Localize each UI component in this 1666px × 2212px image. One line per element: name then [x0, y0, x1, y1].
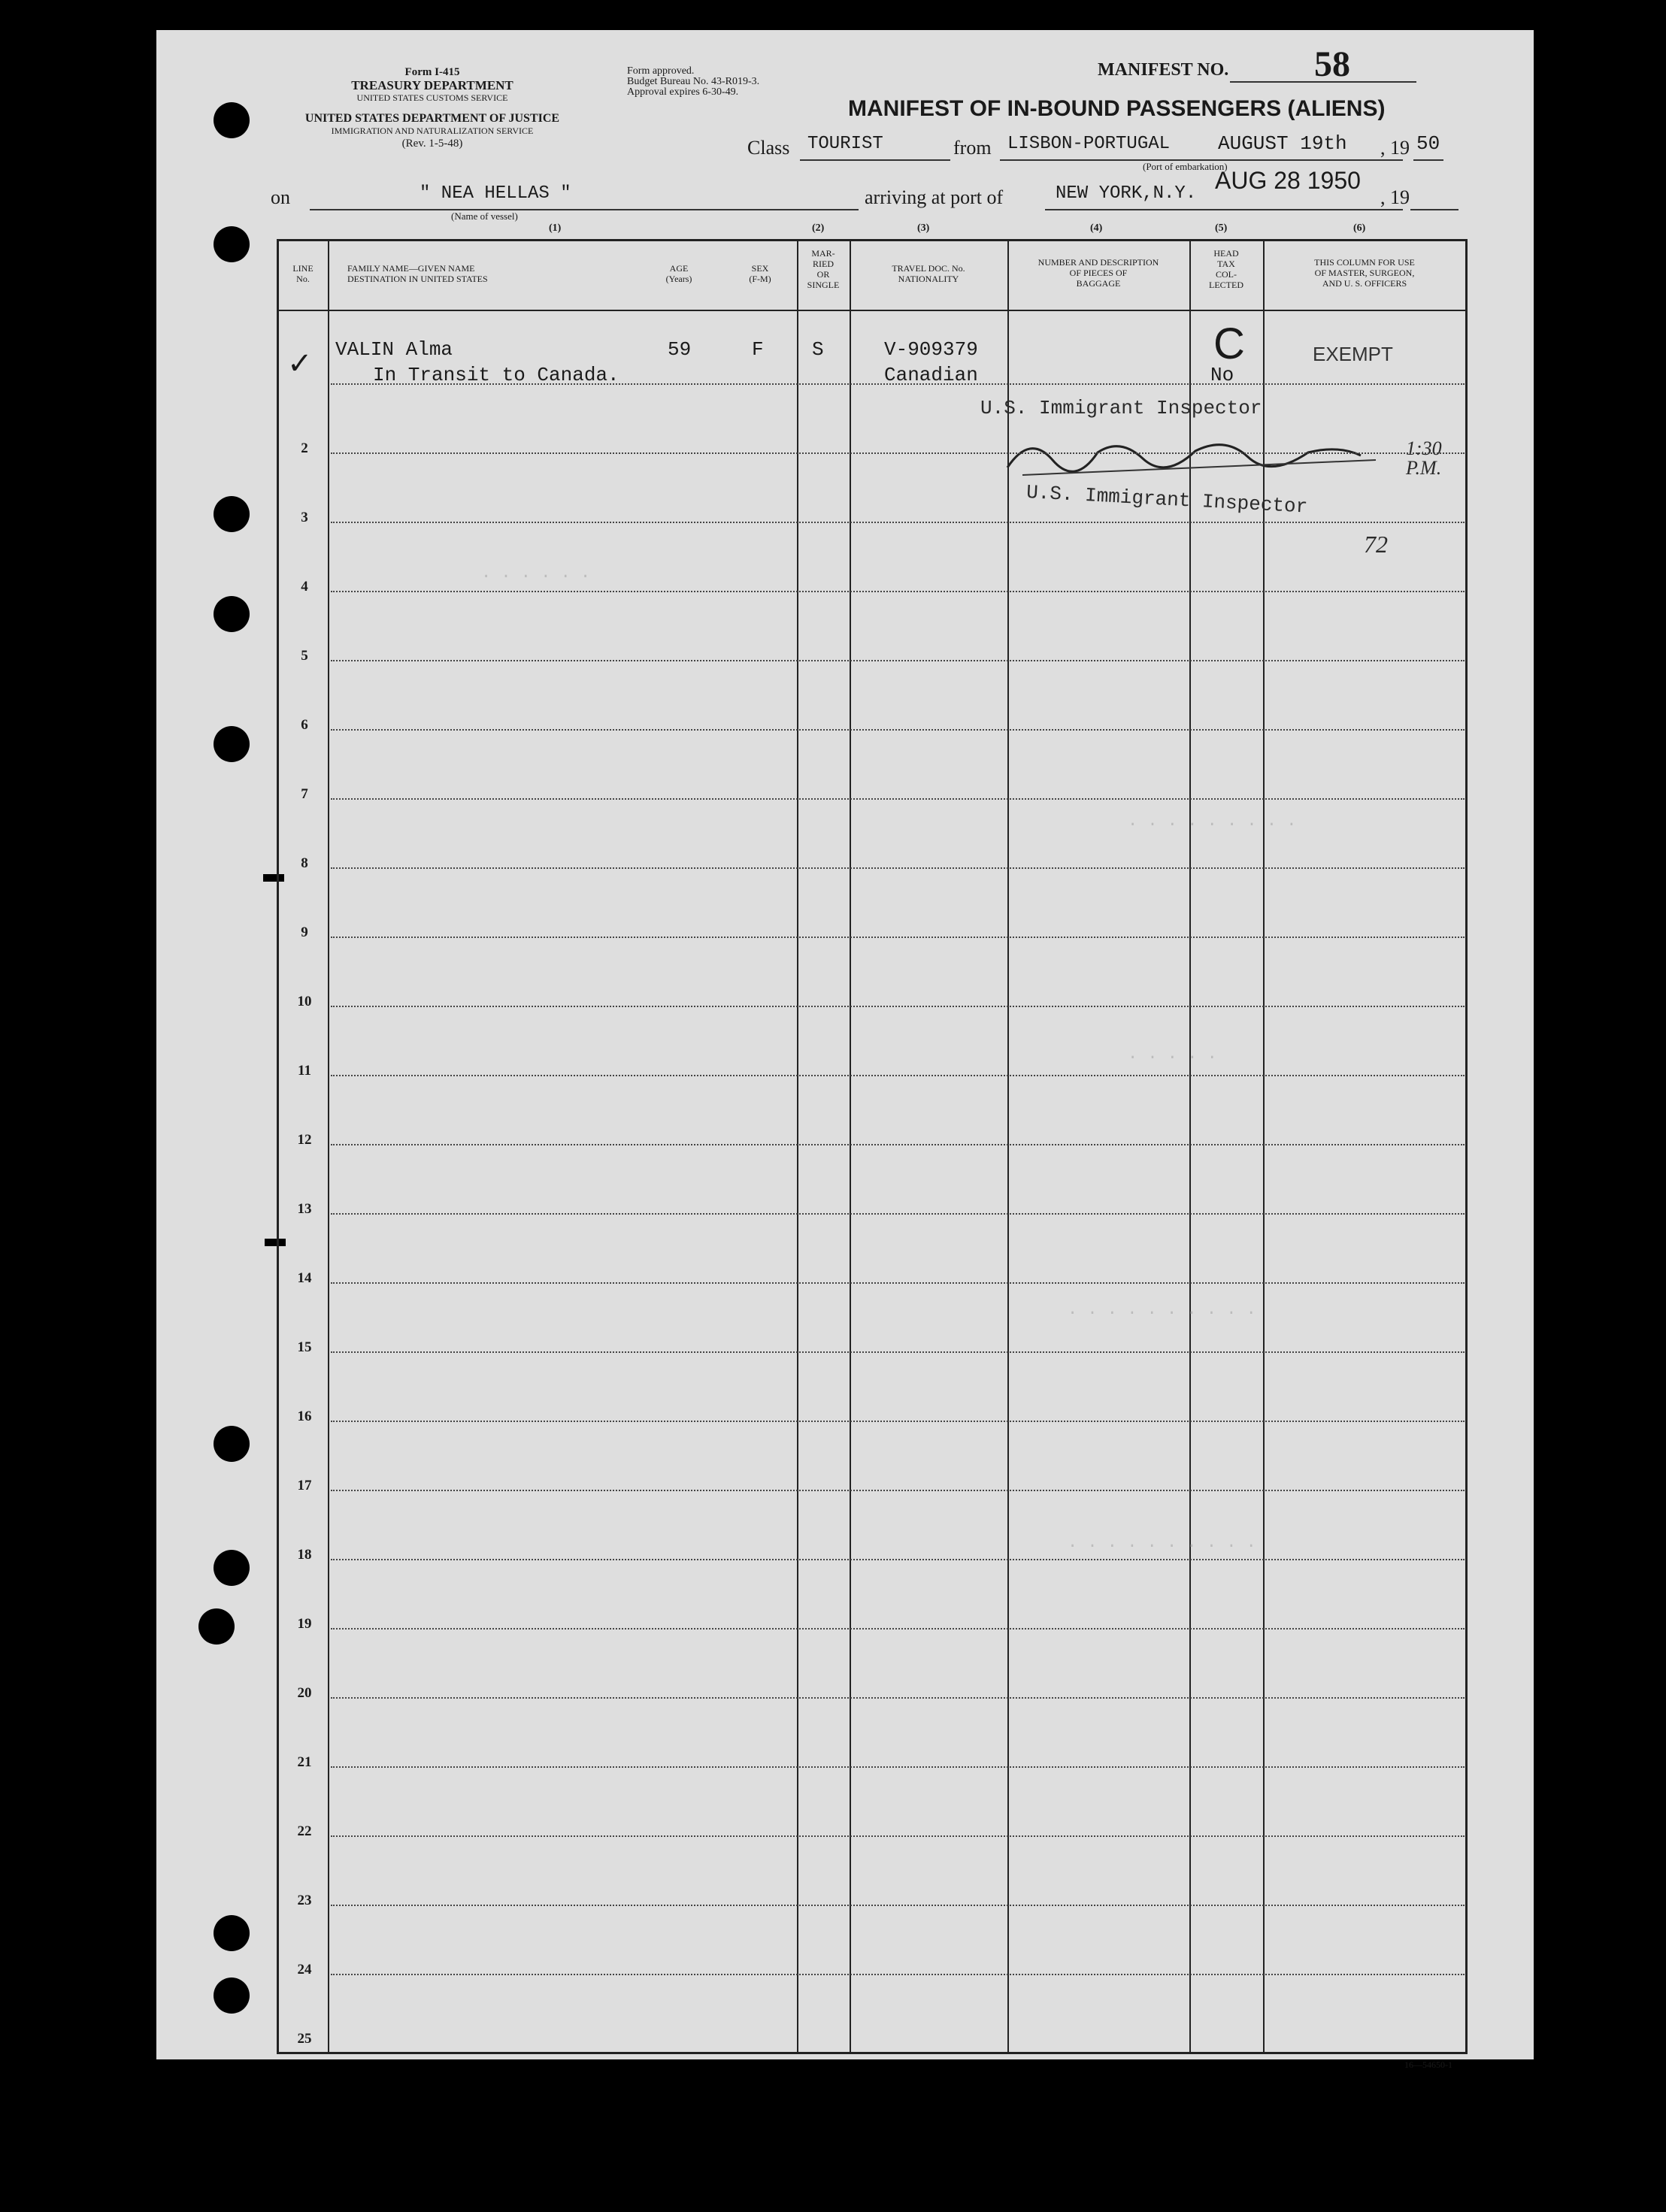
column-number: (2) — [812, 222, 825, 234]
row-number: 16 — [297, 1409, 312, 1424]
table-row-rule — [331, 1282, 1465, 1284]
row-number: 10 — [297, 994, 312, 1009]
entry-checkmark: ✓ — [287, 346, 313, 380]
row-number: 13 — [297, 1201, 312, 1217]
customs-service: UNITED STATES CUSTOMS SERVICE — [356, 92, 508, 103]
table-row-rule — [331, 1835, 1465, 1837]
row-number: 17 — [297, 1478, 312, 1493]
header-bottom-rule — [278, 310, 1466, 311]
port-caption: (Port of embarkation) — [1143, 161, 1228, 172]
row-number: 25 — [297, 2031, 312, 2047]
col-header-officers: THIS COLUMN FOR USE OF MASTER, SURGEON, AND U. S. OFFICERS — [1314, 257, 1415, 289]
arrival-year-prefix: , 19 — [1380, 186, 1410, 208]
binder-hole — [214, 102, 250, 138]
manifest-number: 58 — [1314, 44, 1350, 84]
inspector-signature — [1000, 430, 1406, 483]
manifest-title: MANIFEST OF IN-BOUND PASSENGERS (ALIENS) — [848, 96, 1386, 121]
form-number: Form I-415 — [404, 66, 460, 78]
table-row-rule — [331, 937, 1465, 938]
passenger-age: 59 — [668, 338, 692, 361]
bleed-through-text: . . . . . . . . . — [1128, 812, 1297, 831]
row-number: 20 — [297, 1685, 312, 1701]
vessel-name: " NEA HELLAS " — [420, 183, 571, 204]
table-row-rule — [331, 1559, 1465, 1560]
column-number: (4) — [1090, 222, 1103, 234]
arrival-year-line — [1410, 209, 1459, 210]
class-label: Class — [747, 137, 790, 159]
col-header-head-tax: HEAD TAX COL- LECTED — [1209, 248, 1243, 290]
passenger-marital-status: S — [812, 338, 824, 361]
column-divider — [797, 239, 798, 2054]
table-row-rule — [331, 798, 1465, 800]
approval-line: Budget Bureau No. 43-R019-3. — [627, 76, 760, 87]
binder-hole — [214, 1550, 250, 1586]
table-row-rule — [331, 1490, 1465, 1491]
class-line — [800, 159, 950, 161]
table-row-rule — [331, 522, 1465, 523]
table-row-rule — [331, 591, 1465, 592]
col-header-married: MAR- RIED OR SINGLE — [807, 248, 840, 290]
row-number: 11 — [298, 1063, 311, 1079]
bleed-through-text: . . . . . — [1128, 1045, 1217, 1064]
row-number: 4 — [301, 579, 308, 595]
binder-hole — [214, 1426, 250, 1462]
col-header-travel-doc: TRAVEL DOC. No. NATIONALITY — [892, 263, 965, 284]
row-number: 21 — [297, 1754, 312, 1770]
arriving-label: arriving at port of — [865, 186, 1004, 208]
table-row-rule — [331, 729, 1465, 731]
approval-block — [627, 66, 759, 98]
from-label: from — [953, 137, 992, 159]
passenger-destination: In Transit to Canada. — [373, 364, 619, 386]
table-row-rule — [331, 1213, 1465, 1215]
row-number: 22 — [297, 1823, 312, 1839]
manifest-no-label: MANIFEST NO. — [1098, 60, 1229, 80]
nationality: Canadian — [884, 364, 978, 386]
table-row-rule — [331, 452, 1465, 454]
head-tax-value: No — [1210, 364, 1234, 386]
table-row-rule — [331, 1766, 1465, 1768]
year-line — [1413, 159, 1443, 161]
departure-date: AUGUST 19th — [1218, 132, 1347, 155]
head-tax-mark: C — [1213, 319, 1245, 368]
form-header-left — [271, 66, 594, 150]
count-note: 72 — [1364, 531, 1388, 558]
column-divider — [850, 239, 851, 2054]
port-line — [1045, 209, 1403, 210]
column-number: (1) — [549, 222, 562, 234]
from-value: LISBON-PORTUGAL — [1007, 134, 1171, 154]
bleed-through-text: . . . . . . . . . . — [1068, 1533, 1256, 1552]
bleed-through-text: . . . . . . — [481, 564, 591, 583]
approval-line: Approval expires 6-30-49. — [627, 86, 739, 98]
vessel-line — [310, 209, 859, 210]
port-of-arrival: NEW YORK,N.Y. — [1056, 183, 1197, 204]
table-row-rule — [331, 1974, 1465, 1975]
on-label: on — [271, 186, 290, 208]
col-header-name: FAMILY NAME—GIVEN NAME DESTINATION IN UNITED STATES — [347, 263, 488, 284]
binder-hole — [214, 1977, 250, 2014]
arrival-date-stamp: AUG 28 1950 — [1215, 167, 1361, 194]
row-number: 19 — [297, 1616, 312, 1632]
row-number: 8 — [301, 855, 308, 871]
justice-dept: UNITED STATES DEPARTMENT OF JUSTICE — [304, 112, 560, 125]
table-row-rule — [331, 660, 1465, 661]
travel-doc-number: V-909379 — [884, 338, 978, 361]
column-number: (6) — [1353, 222, 1366, 234]
binder-hole — [198, 1608, 235, 1645]
row-number: 24 — [297, 1962, 312, 1977]
row-number: 14 — [297, 1270, 312, 1286]
col-header-age: AGE (Years) — [665, 263, 692, 284]
time-note: 1:30 P.M. — [1406, 437, 1442, 479]
approval-line: Form approved. — [627, 65, 695, 77]
table-row-rule — [331, 1697, 1465, 1699]
table-row-rule — [331, 1075, 1465, 1076]
col-header-line-no: LINE No. — [292, 263, 314, 284]
column-number: (3) — [917, 222, 930, 234]
table-row-rule — [331, 1905, 1465, 1906]
table-row-rule — [331, 867, 1465, 869]
row-number: 3 — [301, 510, 308, 525]
revision-date: (Rev. 1-5-48) — [401, 138, 463, 150]
column-divider — [328, 239, 329, 2054]
row-number: 23 — [297, 1893, 312, 1908]
row-number: 9 — [301, 924, 308, 940]
row-number: 6 — [301, 717, 308, 733]
inspector-stamp-bottom: U.S. Immigrant Inspector — [1025, 481, 1308, 519]
col-header-sex: SEX (F-M) — [749, 263, 771, 284]
column-divider — [1007, 239, 1009, 2054]
table-row-rule — [331, 1628, 1465, 1629]
year-value: 50 — [1416, 132, 1440, 155]
binder-hole — [214, 596, 250, 632]
binder-hole — [214, 726, 250, 762]
table-row-rule — [331, 1421, 1465, 1422]
binder-hole — [214, 1915, 250, 1951]
row-number: 18 — [297, 1547, 312, 1563]
vessel-caption: (Name of vessel) — [451, 210, 518, 222]
inspector-stamp-top: U.S. Immigrant Inspector — [980, 397, 1262, 419]
col-header-baggage: NUMBER AND DESCRIPTION OF PIECES OF BAGGAGE — [1037, 257, 1159, 289]
row-number: 15 — [297, 1339, 312, 1355]
table-row-rule — [331, 1006, 1465, 1007]
row-number: 2 — [301, 440, 308, 456]
row-number: 5 — [301, 648, 308, 664]
passenger-sex: F — [752, 338, 764, 361]
ins-service: IMMIGRATION AND NATURALIZATION SERVICE — [331, 126, 534, 136]
print-code: 16—54650-1 — [1404, 2059, 1452, 2070]
officer-note: EXEMPT — [1313, 343, 1393, 365]
row-number: 12 — [297, 1132, 312, 1148]
binder-hole — [214, 226, 250, 262]
passenger-name: VALIN Alma — [335, 338, 453, 361]
table-row-rule — [331, 1144, 1465, 1145]
binder-hole — [214, 496, 250, 532]
class-value: TOURIST — [807, 134, 883, 154]
year-prefix: , 19 — [1380, 137, 1410, 159]
row-number: 7 — [301, 786, 308, 802]
column-number: (5) — [1215, 222, 1228, 234]
treasury-dept: TREASURY DEPARTMENT — [351, 78, 513, 92]
bleed-through-text: . . . . . . . . . . — [1068, 1300, 1256, 1319]
table-row-rule — [331, 1351, 1465, 1353]
